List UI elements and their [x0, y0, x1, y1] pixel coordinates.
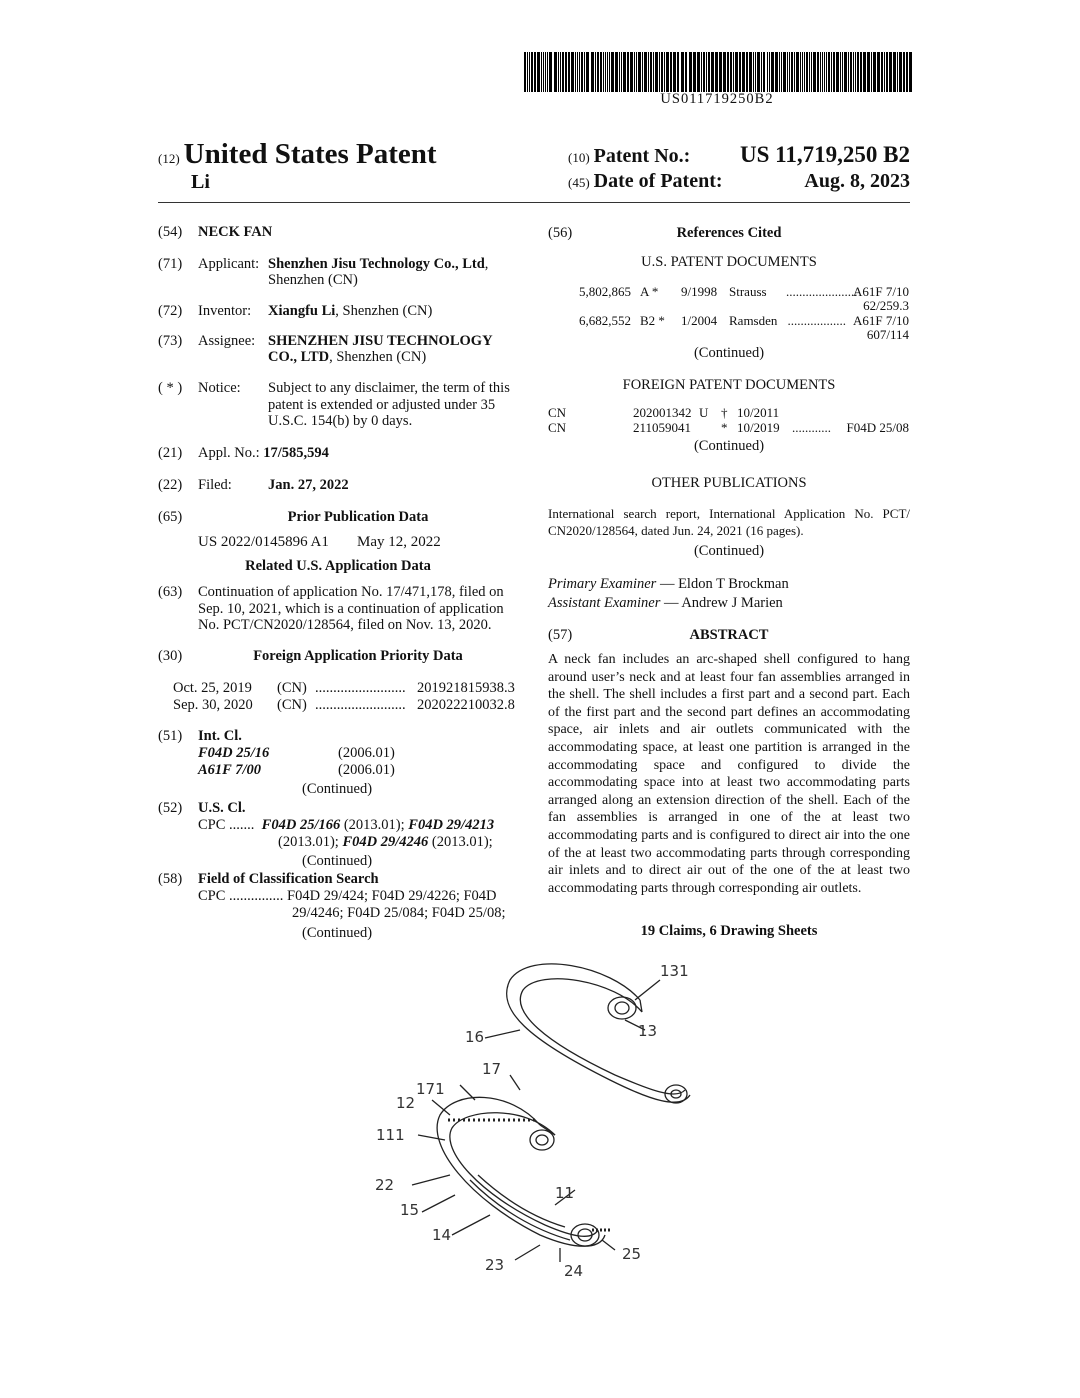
us-cl-continued: (Continued): [302, 853, 373, 869]
barcode-bar: [655, 52, 658, 92]
barcode-bar: [630, 52, 633, 92]
barcode-bar: [889, 52, 892, 92]
barcode-bar: [844, 52, 847, 92]
barcode-bar: [586, 52, 589, 92]
barcode-bar: [581, 52, 583, 92]
notice-code: ( * ): [158, 380, 183, 396]
barcode-bar: [664, 52, 665, 92]
barcode-bar: [893, 52, 896, 92]
barcode-bar: [648, 52, 649, 92]
barcode-bar: [796, 52, 799, 92]
barcode-bar: [817, 52, 819, 92]
priority-country: (CN): [277, 680, 307, 696]
barcode-bar: [673, 52, 676, 92]
foreign-doc-kind: U: [699, 405, 709, 420]
notice-line2: patent is extended or adjusted under 35: [268, 397, 496, 413]
barcode-bar: [853, 52, 854, 92]
continuation-line2: Sep. 10, 2021, which is a continuation of application: [198, 601, 504, 617]
assistant-examiner-label: Assistant Examiner: [548, 595, 661, 611]
us-doc-name: Strauss: [729, 284, 767, 299]
barcode-bar: [653, 52, 654, 92]
code-21: (21): [158, 445, 183, 461]
notice-line1: Subject to any disclaimer, the term of this: [268, 380, 510, 396]
barcode-bar: [860, 52, 862, 92]
us-doc-dots: ..................: [787, 313, 846, 328]
barcode-bar: [577, 52, 578, 92]
barcode-bar: [529, 52, 530, 92]
barcode-bar: [804, 52, 805, 92]
barcode-bar: [571, 52, 574, 92]
barcode-bar: [822, 52, 823, 92]
cpc-year-1: (2013.01);: [343, 817, 405, 833]
foreign-doc-date: 10/2019: [737, 420, 780, 435]
primary-examiner: [548, 576, 789, 593]
assignee-line1: SHENZHEN JISU TECHNOLOGY: [268, 333, 493, 349]
code-30: (30): [158, 648, 183, 664]
us-doc-number: 5,802,865: [579, 284, 631, 299]
inventor-city: , Shenzhen (CN): [335, 303, 433, 319]
foreign-docs-heading: FOREIGN PATENT DOCUMENTS: [622, 377, 836, 393]
foreign-doc-dots: ............: [792, 420, 831, 435]
code-57: (57): [548, 627, 573, 643]
barcode-bar: [871, 52, 872, 92]
barcode-bar: [627, 52, 629, 92]
drawing-label: 13: [638, 1022, 658, 1040]
barcode-bar: [794, 52, 795, 92]
field-search-line2: 29/4246; F04D 25/084; F04D 25/08;: [292, 905, 506, 921]
drawing-label: 12: [396, 1094, 416, 1112]
barcode-bar: [881, 52, 883, 92]
cpc-label: CPC .......: [198, 817, 255, 833]
barcode-bar: [909, 52, 912, 92]
code-72: (72): [158, 303, 183, 319]
primary-examiner-name: — Eldon T Brockman: [656, 576, 789, 592]
int-cl-class: F04D 25/16: [198, 745, 270, 761]
barcode-bar: [584, 52, 585, 92]
prior-pub-heading: Prior Publication Data: [287, 509, 429, 525]
barcode-bar: [863, 52, 866, 92]
priority-country: (CN): [277, 697, 307, 713]
barcode-bar: [661, 52, 663, 92]
filed-label: Filed:: [198, 477, 232, 493]
int-cl-class: A61F 7/00: [198, 762, 261, 778]
code-54: (54): [158, 224, 183, 240]
barcode-bar: [757, 52, 760, 92]
barcode-bar: [715, 52, 718, 92]
barcode-bar: [857, 52, 859, 92]
header-divider: [158, 202, 910, 203]
us-doc-number: 6,682,552: [579, 313, 631, 328]
drawing-label: 131: [660, 962, 689, 980]
us-cl-label: U.S. Cl.: [198, 800, 246, 816]
int-cl-version: (2006.01): [338, 762, 395, 778]
assignee-suffix: CO., LTD: [268, 349, 330, 365]
barcode-bar: [820, 52, 821, 92]
priority-dots: .........................: [315, 680, 406, 696]
barcode-bar: [836, 52, 839, 92]
related-heading: Related U.S. Application Data: [245, 558, 431, 574]
drawing-label: 111: [376, 1126, 405, 1144]
foreign-doc-mark: *: [721, 420, 728, 435]
code-56: (56): [548, 225, 573, 241]
priority-number: 202022210032.8: [417, 697, 515, 713]
patent-author: Li: [191, 171, 210, 193]
patent-number-label: Patent No.:: [593, 145, 691, 167]
barcode-bar: [524, 52, 526, 92]
other-pubs-heading: OTHER PUBLICATIONS: [651, 475, 807, 491]
drawing-label: 17: [482, 1060, 502, 1078]
cpc-year-2: (2013.01);: [278, 834, 339, 850]
appl-no: 17/585,594: [263, 445, 329, 461]
barcode-bar: [897, 52, 898, 92]
int-cl-version: (2006.01): [338, 745, 395, 761]
applicant-name: Shenzhen Jisu Technology Co., Ltd: [268, 256, 485, 272]
code-51: (51): [158, 728, 183, 744]
us-docs-continued: (Continued): [693, 345, 765, 361]
barcode-bar: [623, 52, 626, 92]
barcode-bar: [749, 52, 752, 92]
references-heading: References Cited: [676, 225, 782, 241]
code-71: (71): [158, 256, 183, 272]
appl-no-row: [198, 445, 329, 462]
barcode-image: [524, 52, 910, 92]
barcode-bar: [537, 52, 540, 92]
barcode-bar: [824, 52, 825, 92]
abstract-text: A neck fan includes an arc-shaped shell configured to hang around user’s neck and at least four fan assemblies arranged in the shell. The shell includes a first part and a second part. Each of the first part and the second part defines an accommodating space, air inlets and air outlets communicated with the accommodating space, at least one partition is arranged in the accommodating space and configured to divide the accommodating space into at least two accommodating parts arranged along an extension direction of the shell. Each of the fan assemblies is arranged in one of the at least two accommodating parts and is configured to direct air into the one of the at least two accommodating parts through corresponding air inlets and to direct air out of the one of the at least two accommodating parts through corresponding air outlets.: [548, 652, 910, 896]
barcode-bar: [706, 52, 707, 92]
field-search-line1: CPC ............... F04D 29/424; F04D 29/4226; F04D: [198, 888, 497, 904]
patent-title: United States Patent: [183, 138, 437, 170]
barcode-bar: [549, 52, 552, 92]
patent-date-label: Date of Patent:: [593, 170, 723, 192]
us-doc-subclass: 62/259.3: [863, 298, 909, 313]
field-search-label: Field of Classification Search: [198, 871, 379, 887]
barcode-bar: [755, 52, 756, 92]
barcode-bar: [607, 52, 608, 92]
code-52: (52): [158, 800, 183, 816]
priority-dots: .........................: [315, 697, 406, 713]
drawing-label: 25: [622, 1245, 642, 1263]
applicant-value: [268, 256, 488, 273]
other-pubs-line1: International search report, International Application No. PCT/: [548, 506, 910, 521]
barcode-bar: [558, 52, 559, 92]
int-cl-label: Int. Cl.: [198, 728, 242, 744]
barcode-bar: [842, 52, 843, 92]
priority-number: 201921815938.3: [417, 680, 515, 696]
barcode-bar: [666, 52, 669, 92]
us-doc-date: 1/2004: [681, 313, 718, 328]
barcode-bar: [811, 52, 812, 92]
us-doc-class: A61F 7/10: [853, 313, 909, 328]
barcode-bar: [802, 52, 803, 92]
barcode-bar: [701, 52, 702, 92]
barcode-bar: [767, 52, 768, 92]
barcode-bar: [615, 52, 618, 92]
drawing-label: 11: [555, 1184, 575, 1202]
barcode-bar: [886, 52, 888, 92]
barcode-number: US011719250B2: [660, 91, 774, 107]
barcode-bar: [873, 52, 876, 92]
barcode-bar: [603, 52, 604, 92]
barcode-bar: [677, 52, 679, 92]
patent-number: US 11,719,250 B2: [740, 142, 910, 167]
code-73: (73): [158, 333, 183, 349]
barcode-bar: [638, 52, 641, 92]
barcode-bar: [619, 52, 620, 92]
barcode-bar: [703, 52, 705, 92]
us-doc-subclass: 607/114: [866, 327, 909, 342]
barcode-bar: [609, 52, 610, 92]
barcode-bar: [826, 52, 827, 92]
us-doc-kind: B2 *: [640, 313, 665, 328]
foreign-priority-heading: Foreign Application Priority Data: [253, 648, 463, 664]
barcode-bar: [809, 52, 810, 92]
continuation-line1: Continuation of application No. 17/471,178, filed on: [198, 584, 504, 600]
barcode-bar: [693, 52, 696, 92]
barcode-bar: [634, 52, 635, 92]
barcode-bar: [746, 52, 748, 92]
drawing-label: 24: [564, 1262, 584, 1280]
barcode-bar: [595, 52, 596, 92]
prior-pub-date: May 12, 2022: [357, 534, 441, 550]
barcode-bar: [828, 52, 830, 92]
barcode-bar: [685, 52, 687, 92]
barcode-bar: [787, 52, 788, 92]
neck-fan-drawing: [360, 950, 720, 1290]
inventor-name: Xiangfu Li: [268, 303, 336, 319]
drawing-label: 23: [485, 1256, 505, 1274]
appl-no-label: Appl. No.:: [198, 445, 260, 461]
barcode-bar: [906, 52, 908, 92]
invention-title: NECK FAN: [198, 224, 273, 240]
barcode-bar: [600, 52, 602, 92]
notice-label: Notice:: [198, 380, 241, 396]
barcode-bar: [775, 52, 778, 92]
barcode-bar: [611, 52, 614, 92]
barcode-bar: [840, 52, 841, 92]
barcode-bar: [779, 52, 780, 92]
abstract-heading: ABSTRACT: [689, 627, 769, 643]
barcode-bar: [531, 52, 533, 92]
barcode-bar: [850, 52, 852, 92]
claims-summary: 19 Claims, 6 Drawing Sheets: [640, 923, 818, 939]
barcode-bar: [568, 52, 570, 92]
barcode-bar: [800, 52, 801, 92]
priority-date: Sep. 30, 2020: [173, 697, 253, 713]
barcode-bar: [659, 52, 660, 92]
barcode-bar: [554, 52, 557, 92]
barcode-bar: [867, 52, 870, 92]
barcode-bar: [903, 52, 905, 92]
field-search-continued: (Continued): [302, 925, 373, 941]
code-12: (12): [158, 151, 180, 166]
foreign-doc-date: 10/2011: [737, 405, 780, 420]
barcode-bar: [541, 52, 542, 92]
barcode-bar: [689, 52, 692, 92]
barcode-bar: [730, 52, 732, 92]
cpc-year-3: (2013.01);: [431, 834, 493, 850]
assignee-city: , Shenzhen (CN): [329, 349, 427, 365]
barcode-bar: [543, 52, 544, 92]
assignee-line2: [268, 349, 426, 366]
inventor-value: [268, 303, 432, 320]
foreign-docs-continued: (Continued): [693, 438, 765, 454]
primary-examiner-label: Primary Examiner: [548, 576, 657, 592]
barcode-bar: [560, 52, 561, 92]
barcode-bar: [781, 52, 782, 92]
notice-line3: U.S.C. 154(b) by 0 days.: [268, 413, 413, 429]
barcode-bar: [719, 52, 722, 92]
barcode-bar: [806, 52, 808, 92]
drawing-label: 15: [400, 1201, 420, 1219]
drawing-label: 14: [432, 1226, 452, 1244]
us-doc-name: Ramsden: [729, 313, 778, 328]
barcode-bar: [771, 52, 774, 92]
barcode-bar: [547, 52, 548, 92]
barcode-bar: [877, 52, 880, 92]
barcode-bar: [783, 52, 786, 92]
drawing-label: 171: [416, 1080, 445, 1098]
barcode-bar: [735, 52, 738, 92]
barcode-bar: [723, 52, 726, 92]
barcode-bar: [899, 52, 902, 92]
header-left: [158, 138, 437, 171]
barcode-bar: [831, 52, 832, 92]
drawing-label: 22: [375, 1176, 395, 1194]
foreign-doc-number: 211059041: [633, 420, 692, 435]
barcode-bar: [727, 52, 729, 92]
foreign-doc-number: 202001342: [633, 405, 692, 420]
barcode-bar: [565, 52, 567, 92]
us-doc-kind: A *: [640, 284, 659, 299]
code-58: (58): [158, 871, 183, 887]
barcode-bar: [789, 52, 790, 92]
code-22: (22): [158, 477, 183, 493]
foreign-doc-country: CN: [548, 420, 567, 435]
barcode-bar: [579, 52, 580, 92]
other-pubs-line2: CN2020/128564, dated Jun. 24, 2021 (16 pages).: [548, 523, 804, 538]
priority-date: Oct. 25, 2019: [173, 680, 252, 696]
code-63: (63): [158, 584, 183, 600]
foreign-doc-country: CN: [548, 405, 567, 420]
barcode-bar: [534, 52, 536, 92]
barcode-bar: [711, 52, 714, 92]
barcode-bar: [761, 52, 762, 92]
code-45: (45): [568, 175, 590, 190]
barcode-bar: [769, 52, 770, 92]
barcode-bar: [650, 52, 652, 92]
barcode-bar: [644, 52, 647, 92]
foreign-doc-mark: †: [721, 405, 728, 420]
assistant-examiner-name: — Andrew J Marien: [660, 595, 783, 611]
barcode-bar: [763, 52, 765, 92]
us-doc-dots: ......................: [786, 284, 858, 299]
barcode-bar: [739, 52, 741, 92]
barcode-bar: [884, 52, 885, 92]
us-cl-line2: [278, 834, 493, 851]
barcode-bar: [855, 52, 856, 92]
barcode-bar: [545, 52, 546, 92]
patent-number-row: [568, 142, 910, 168]
barcode-bar: [605, 52, 606, 92]
code-10: (10): [568, 150, 590, 165]
cpc-class-3: F04D 29/4246: [342, 834, 429, 850]
barcode-bar: [791, 52, 793, 92]
barcode-bar: [753, 52, 754, 92]
barcode-bar: [848, 52, 849, 92]
prior-pub-number: US 2022/0145896 A1: [198, 534, 329, 550]
barcode-bar: [681, 52, 684, 92]
barcode-bar: [642, 52, 643, 92]
us-cl-line1: [198, 817, 494, 834]
us-docs-heading: U.S. PATENT DOCUMENTS: [641, 254, 817, 270]
barcode-bar: [636, 52, 637, 92]
filed-date: Jan. 27, 2022: [268, 477, 349, 493]
other-pubs-continued: (Continued): [693, 543, 765, 559]
barcode-bar: [670, 52, 672, 92]
barcode-bar: [697, 52, 700, 92]
barcode-bar: [597, 52, 599, 92]
us-doc-date: 9/1998: [681, 284, 718, 299]
applicant-label: Applicant:: [198, 256, 260, 272]
applicant-comma: ,: [484, 256, 489, 272]
drawing-label: 16: [465, 1028, 485, 1046]
barcode-bar: [708, 52, 710, 92]
assistant-examiner: [548, 595, 783, 612]
barcode-bar: [591, 52, 594, 92]
barcode-bar: [833, 52, 835, 92]
assignee-label: Assignee:: [198, 333, 256, 349]
int-cl-continued: (Continued): [302, 781, 373, 797]
barcode-bar: [742, 52, 745, 92]
patent-date: Aug. 8, 2023: [804, 170, 910, 192]
cpc-class-2: F04D 29/4213: [408, 817, 495, 833]
code-65: (65): [158, 509, 183, 525]
patent-date-row: [568, 170, 910, 193]
continuation-line3: No. PCT/CN2020/128564, filed on Nov. 13, 2020.: [198, 617, 492, 633]
barcode-bar: [813, 52, 816, 92]
barcode-bar: [527, 52, 528, 92]
barcode-bar: [562, 52, 564, 92]
applicant-city: Shenzhen (CN): [268, 272, 358, 288]
inventor-label: Inventor:: [198, 303, 252, 319]
foreign-doc-class: F04D 25/08: [846, 420, 909, 435]
barcode-bar: [733, 52, 734, 92]
barcode-bar: [621, 52, 622, 92]
us-doc-class: A61F 7/10: [853, 284, 909, 299]
barcode-bar: [575, 52, 576, 92]
cpc-class-1: F04D 25/166: [261, 817, 341, 833]
